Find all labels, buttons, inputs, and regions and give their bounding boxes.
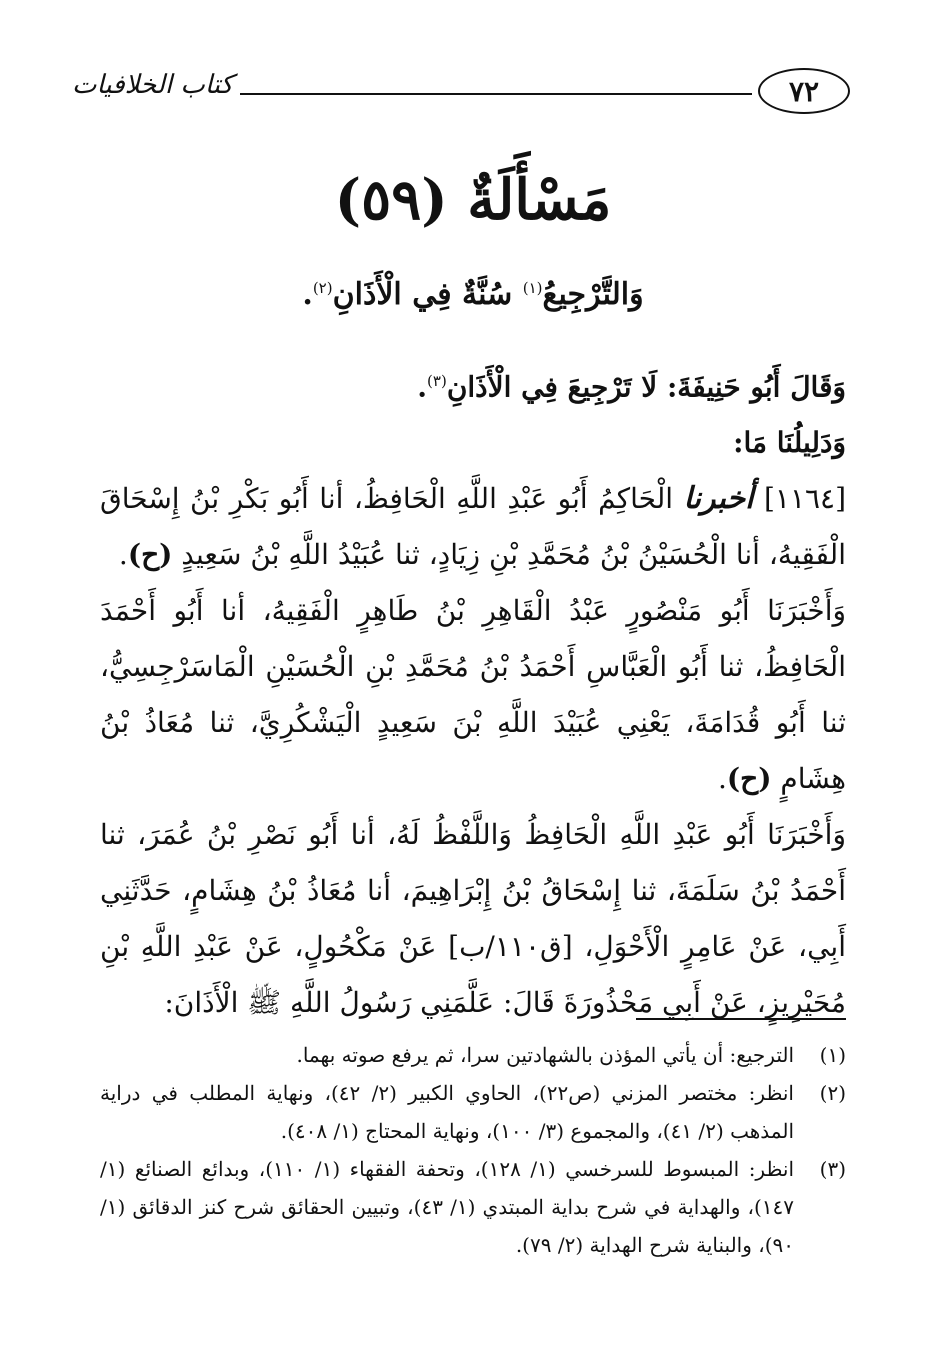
- footnote-ref-1[interactable]: (١): [522, 279, 543, 297]
- footnote-1: [100, 1036, 846, 1074]
- akhbarana-word: أخبرنا: [683, 481, 754, 517]
- isnad-2: [100, 583, 846, 807]
- footnote-ref-3[interactable]: (٣): [427, 372, 447, 390]
- abu-hanifa-opinion: [100, 353, 846, 415]
- dalil-intro: وَدَلِيلُنَا مَا:: [733, 426, 846, 460]
- page-header: [70, 62, 850, 122]
- footnote-text: انظر: مختصر المزني (ص٢٢)، الحاوي الكبير (٢/ ٤٢)، ونهاية المطلب في دراية المذهب (٢/ ٤١)، والمجموع (٣/ ١٠٠)، ونهاية المحتاج (١/ ٤٠٨).: [100, 1081, 794, 1143]
- footnote-number: (٢): [819, 1081, 846, 1105]
- masala-title: مَسْأَلَةٌ (٥٩): [334, 167, 612, 233]
- footnote-2: [100, 1074, 846, 1150]
- footnote-number: (٣): [819, 1157, 846, 1181]
- tahwil-mark: (ح): [726, 762, 772, 796]
- statement-end: .: [302, 277, 313, 312]
- isnad-2-end: .: [718, 762, 727, 796]
- hadith-number: [١١٦٤]: [763, 482, 847, 516]
- isnad-1: [100, 471, 846, 583]
- statement-part1: وَالتَّرْجِيعُ: [542, 277, 644, 312]
- page-number-text: ٧٢: [788, 74, 820, 108]
- book-title: كتاب الخلافيات: [71, 70, 233, 100]
- footnote-text: انظر: المبسوط للسرخسي (١/ ١٢٨)، وتحفة الفقهاء (١/ ١١٠)، وبدائع الصنائع (١/ ١٤٧)، والهداية في شرح بداية المبتدي (١/ ٤٣)، وتبيين الحقائق شرح كنز الدقائق (١/ ٩٠)، والبناية شرح الهداية (٢/ ٧٩).: [100, 1157, 795, 1257]
- abu-hanifa-text: وَقَالَ أَبُو حَنِيفَةَ: لَا تَرْجِيعَ فِي الْأَذَانِ: [446, 370, 846, 404]
- isnad-1-end: .: [118, 538, 128, 572]
- isnad-3: وَأَخْبَرَنَا أَبُو عَبْدِ اللَّهِ الْحَافِظُ وَاللَّفْظُ لَهُ، أنا أَبُو نَصْرِ بْنُ عُمَرَ، ثنا أَحْمَدُ بْنُ سَلَمَةَ، ثنا إِسْحَاقُ بْنُ إِبْرَاهِيمَ، أنا مُعَاذُ بْنُ هِشَامٍ، حَدَّثَنِي أَبِي، عَنْ عَامِرٍ الْأَحْوَلِ، [ق١١٠/ب] عَنْ مَكْحُولٍ، عَنْ عَبْدِ اللَّهِ بْنِ مُحَيْرِيزٍ، عَنْ أَبِي مَحْذُورَةَ قَالَ: عَلَّمَنِي رَسُولُ اللَّهِ ﷺ الْأَذَانَ:: [100, 818, 846, 1020]
- abu-hanifa-end: .: [417, 370, 428, 404]
- isnad-1-text: الْحَاكِمُ أَبُو عَبْدِ اللَّهِ الْحَافِظُ، أنا أَبُو بَكْرِ بْنُ إِسْحَاقَ الْفَقِيهُ، أنا الْحُسَيْنُ بْنُ مُحَمَّدِ بْنِ زِيَادٍ، ثنا عُبَيْدُ اللَّهِ بْنُ سَعِيدٍ: [100, 482, 846, 572]
- masala-statement: [100, 260, 846, 323]
- header-rule: [240, 93, 752, 95]
- statement-part2: سُنَّةٌ فِي الْأَذَانِ: [332, 277, 523, 312]
- main-content: [100, 150, 846, 1031]
- tahwil-mark: (ح): [127, 538, 173, 572]
- page-number: [758, 68, 850, 114]
- footnote-ref-2[interactable]: (٢): [312, 279, 333, 297]
- isnad-2-text: وَأَخْبَرَنَا أَبُو مَنْصُورٍ عَبْدُ الْقَاهِرِ بْنُ طَاهِرٍ الْفَقِيهُ، أنا أَبُو أَحْمَدَ الْحَافِظُ، ثنا أَبُو الْعَبَّاسِ أَحْمَدُ بْنُ مُحَمَّدِ بْنِ الْحُسَيْنِ الْمَاسَرْجِسِيُّ، ثنا أَبُو قُدَامَةَ، يَعْنِي عُبَيْدَ اللَّهِ بْنَ سَعِيدٍ الْيَشْكُرِيَّ، ثنا مُعَاذُ بْنُ هِشَامٍ: [100, 594, 846, 796]
- footnotes: [100, 1036, 846, 1264]
- footnote-3: [100, 1150, 846, 1264]
- footnote-number: (١): [819, 1043, 846, 1067]
- footnote-separator: [636, 1018, 846, 1020]
- footnote-text: الترجيع: أن يأتي المؤذن بالشهادتين سرا، ثم يرفع صوته بهما.: [296, 1043, 794, 1067]
